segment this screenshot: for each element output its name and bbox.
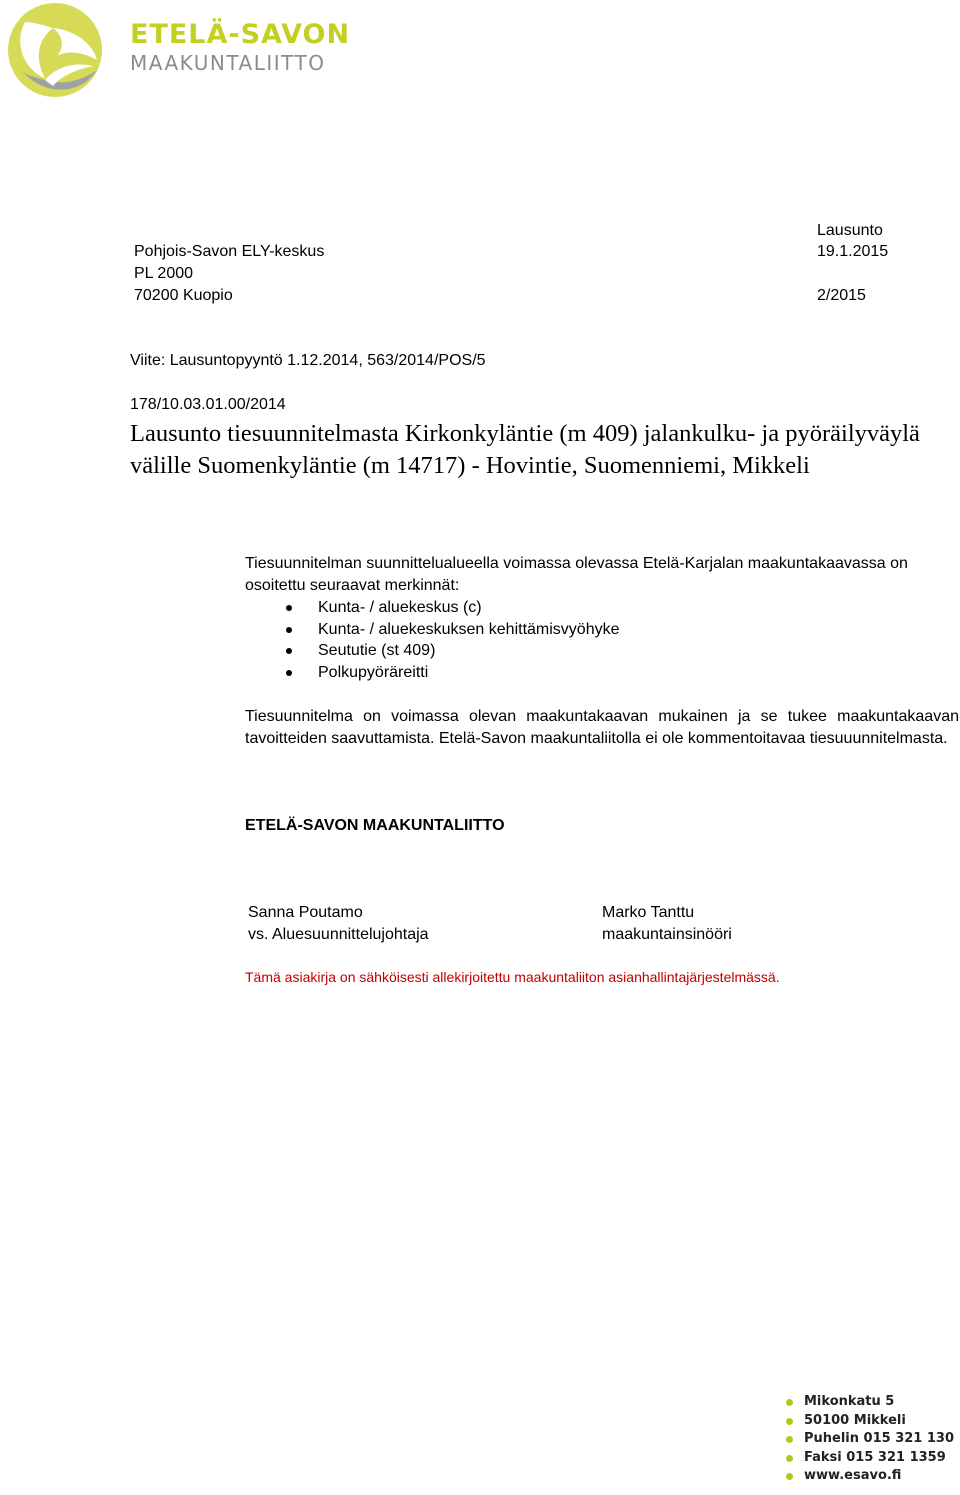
footer-phone: Puhelin 015 321 130 <box>782 1430 954 1449</box>
bullet-icon <box>786 1473 793 1480</box>
footer-fax: Faksi 015 321 1359 <box>782 1449 954 1468</box>
logo-subtitle: MAAKUNTALIITTO <box>130 51 326 75</box>
doc-type: Lausunto <box>817 222 883 239</box>
bullet-icon <box>786 1399 793 1406</box>
bullet-icon <box>786 1436 793 1443</box>
signer2-name: Marko Tanttu <box>602 904 695 921</box>
doc-date: 19.1.2015 <box>817 243 889 260</box>
signer1-name: Sanna Poutamo <box>248 904 363 921</box>
e-signature-notice: Tämä asiakirja on sähköisesti allekirjoitettu maakuntaliiton asianhallintajärjestelmässä. <box>245 969 780 985</box>
bullet-icon <box>786 1455 793 1462</box>
reference-record: 178/10.03.01.00/2014 <box>130 396 286 413</box>
bullet-icon <box>286 627 292 633</box>
page-title: Lausunto tiesuunnitelmasta Kirkonkyläntie (m 409) jalankulku- ja pyöräilyväylä välille Suomenkyläntie (m 14717) - Hovintie, Suomenniemi, Mikkeli <box>130 420 920 479</box>
reference-line: Viite: Lausuntopyyntö 1.12.2014, 563/2014/POS/5 <box>130 352 486 369</box>
list-item: Polkupyöräreitti <box>268 662 619 684</box>
recipient-box: PL 2000 <box>134 265 194 282</box>
logo-name: ETELÄ-SAVON <box>130 19 351 50</box>
list-item: Kunta- / aluekeskus (c) <box>268 597 619 619</box>
signer2-title: maakuntainsinööri <box>602 926 732 943</box>
bullet-icon <box>286 670 292 676</box>
doc-number: 2/2015 <box>817 287 866 304</box>
footer-address: Mikonkatu 5 <box>782 1393 954 1412</box>
list-item: Kunta- / aluekeskuksen kehittämisvyöhyke <box>268 619 619 641</box>
footer-contact <box>782 1393 954 1486</box>
list-item: Seututie (st 409) <box>268 640 619 662</box>
plan-markings-list <box>268 597 619 683</box>
bullet-icon <box>286 648 292 654</box>
signing-organization: ETELÄ-SAVON MAAKUNTALIITTO <box>245 817 505 834</box>
footer-website[interactable]: www.esavo.fi <box>782 1467 954 1486</box>
logo-mark-icon <box>5 0 105 100</box>
footer-postal: 50100 Mikkeli <box>782 1412 954 1431</box>
signer1-title: vs. Aluesuunnittelujohtaja <box>248 926 429 943</box>
recipient-city: 70200 Kuopio <box>134 287 233 304</box>
intro-paragraph: Tiesuunnitelman suunnittelualueella voimassa olevassa Etelä-Karjalan maakuntakaavassa on osoitettu seuraavat merkinnät: <box>245 555 908 594</box>
conclusion-paragraph: Tiesuunnitelma on voimassa olevan maakuntakaavan mukainen ja se tukee maakuntakaavan tavoitteiden saavuttamista. Etelä-Savon maakuntaliitolla ei ole kommentoitavaa tiesuuunnitelmasta. <box>245 708 959 747</box>
bullet-icon <box>786 1418 793 1425</box>
bullet-icon <box>286 605 292 611</box>
recipient-name: Pohjois-Savon ELY-keskus <box>134 243 325 260</box>
